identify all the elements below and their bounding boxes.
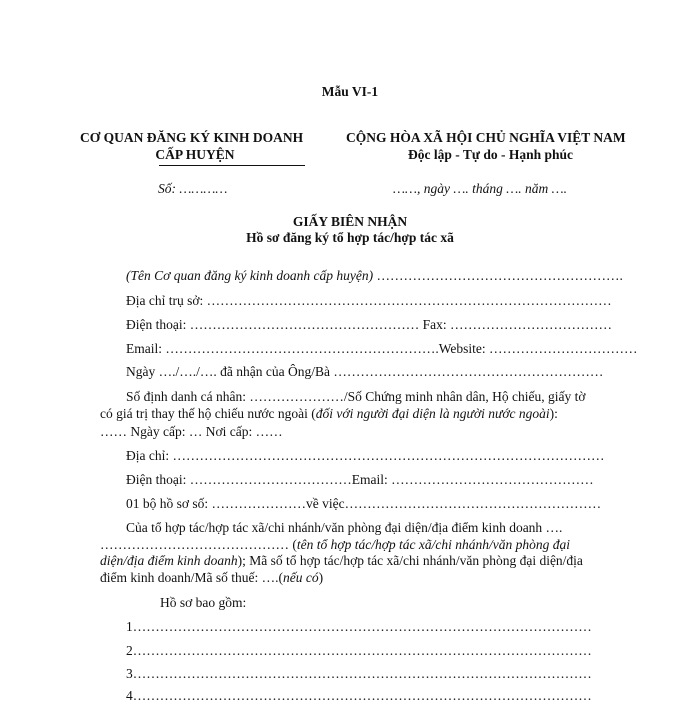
agency-name-label: (Tên Cơ quan đăng ký kinh doanh cấp huyện) — [126, 268, 374, 283]
motto: Độc lập - Tự do - Hạnh phúc — [408, 147, 574, 162]
agency-title — [80, 130, 303, 146]
received-line: Ngày …./…./…. đã nhận của Ông/Bà …………………………………………………… — [126, 364, 604, 379]
of-line-2-note: tên tổ hợp tác/hợp tác xã/chi nhánh/văn phòng đại — [296, 537, 570, 552]
id-line-3: …… Ngày cấp: … Nơi cấp: …… — [100, 424, 283, 439]
agency-level: CẤP HUYỆN — [155, 147, 235, 162]
dossier-item-3: 3………………………………………………………………………………………… — [126, 666, 592, 681]
id-line-2 — [100, 406, 558, 422]
agency-line-1: CƠ QUAN ĐĂNG KÝ KINH DOANH — [80, 130, 304, 145]
of-line-4-note: nếu có — [282, 570, 319, 585]
place-date: ……, ngày …. tháng …. năm …. — [393, 181, 568, 196]
address-line: Địa chỉ trụ sở: ……………………………………………………………………………… — [126, 293, 612, 308]
agency-name-dots: ………………………………………………. — [373, 268, 623, 283]
id-line-1: Số định danh cá nhân: …………………/Số Chứng minh nhân dân, Hộ chiếu, giấy tờ — [126, 389, 586, 404]
of-line-2 — [100, 537, 570, 553]
of-line-4 — [100, 570, 323, 586]
id-line-2-text: có giá trị thay thế hộ chiếu nước ngoài ( — [100, 406, 316, 421]
of-line-1: Của tổ hợp tác/hợp tác xã/chi nhánh/văn phòng đại diện/địa điểm kinh doanh …. — [126, 520, 563, 535]
receipt-subtitle: Hồ sơ đăng ký tổ hợp tác/hợp tác xã — [246, 230, 454, 245]
of-line-2-dots: …………………………………… ( — [100, 537, 297, 552]
phone-email-2-line: Điện thoại: ………………………………Email: ……………………………………… — [126, 472, 594, 487]
dossier-item-2: 2………………………………………………………………………………………… — [126, 643, 592, 658]
republic-title: CỘNG HÒA XÃ HỘI CHỦ NGHĨA VIỆT NAM — [346, 130, 626, 145]
of-line-3 — [100, 553, 583, 569]
of-line-3-note: diện/địa điểm kinh doanh — [100, 553, 238, 568]
id-line-2-end: ): — [549, 406, 558, 421]
agency-underline — [159, 165, 305, 166]
dossier-line: 01 bộ hồ sơ số: …………………về việc………………………………………………… — [126, 496, 602, 511]
dossier-item-4: 4………………………………………………………………………………………… — [126, 688, 592, 703]
receipt-title: GIẤY BIÊN NHẬN — [292, 214, 408, 229]
agency-name-line — [126, 268, 623, 284]
of-line-4-end: ) — [318, 570, 324, 585]
document-number: Số: ………… — [158, 181, 228, 196]
phone-fax-line: Điện thoại: …………………………………………… Fax: ……………………………… — [126, 317, 612, 332]
dossier-item-1: 1………………………………………………………………………………………… — [126, 619, 592, 634]
email-website-line: Email: …………………………………………………….Website: …………………………… — [126, 341, 638, 356]
includes-label: Hồ sơ bao gồm: — [160, 595, 247, 610]
of-line-3-text: ); Mã số tổ hợp tác/hợp tác xã/chi nhánh/văn phòng đại diện/địa — [237, 553, 583, 568]
of-line-4-text: điểm kinh doanh/Mã số thuế: ….( — [100, 570, 283, 585]
address-2-line: Địa chỉ: …………………………………………………………………………………… — [126, 448, 605, 463]
form-code: Mẫu VI-1 — [321, 84, 379, 99]
id-line-2-note: đối với người đại diện là người nước ngoài — [315, 406, 550, 421]
